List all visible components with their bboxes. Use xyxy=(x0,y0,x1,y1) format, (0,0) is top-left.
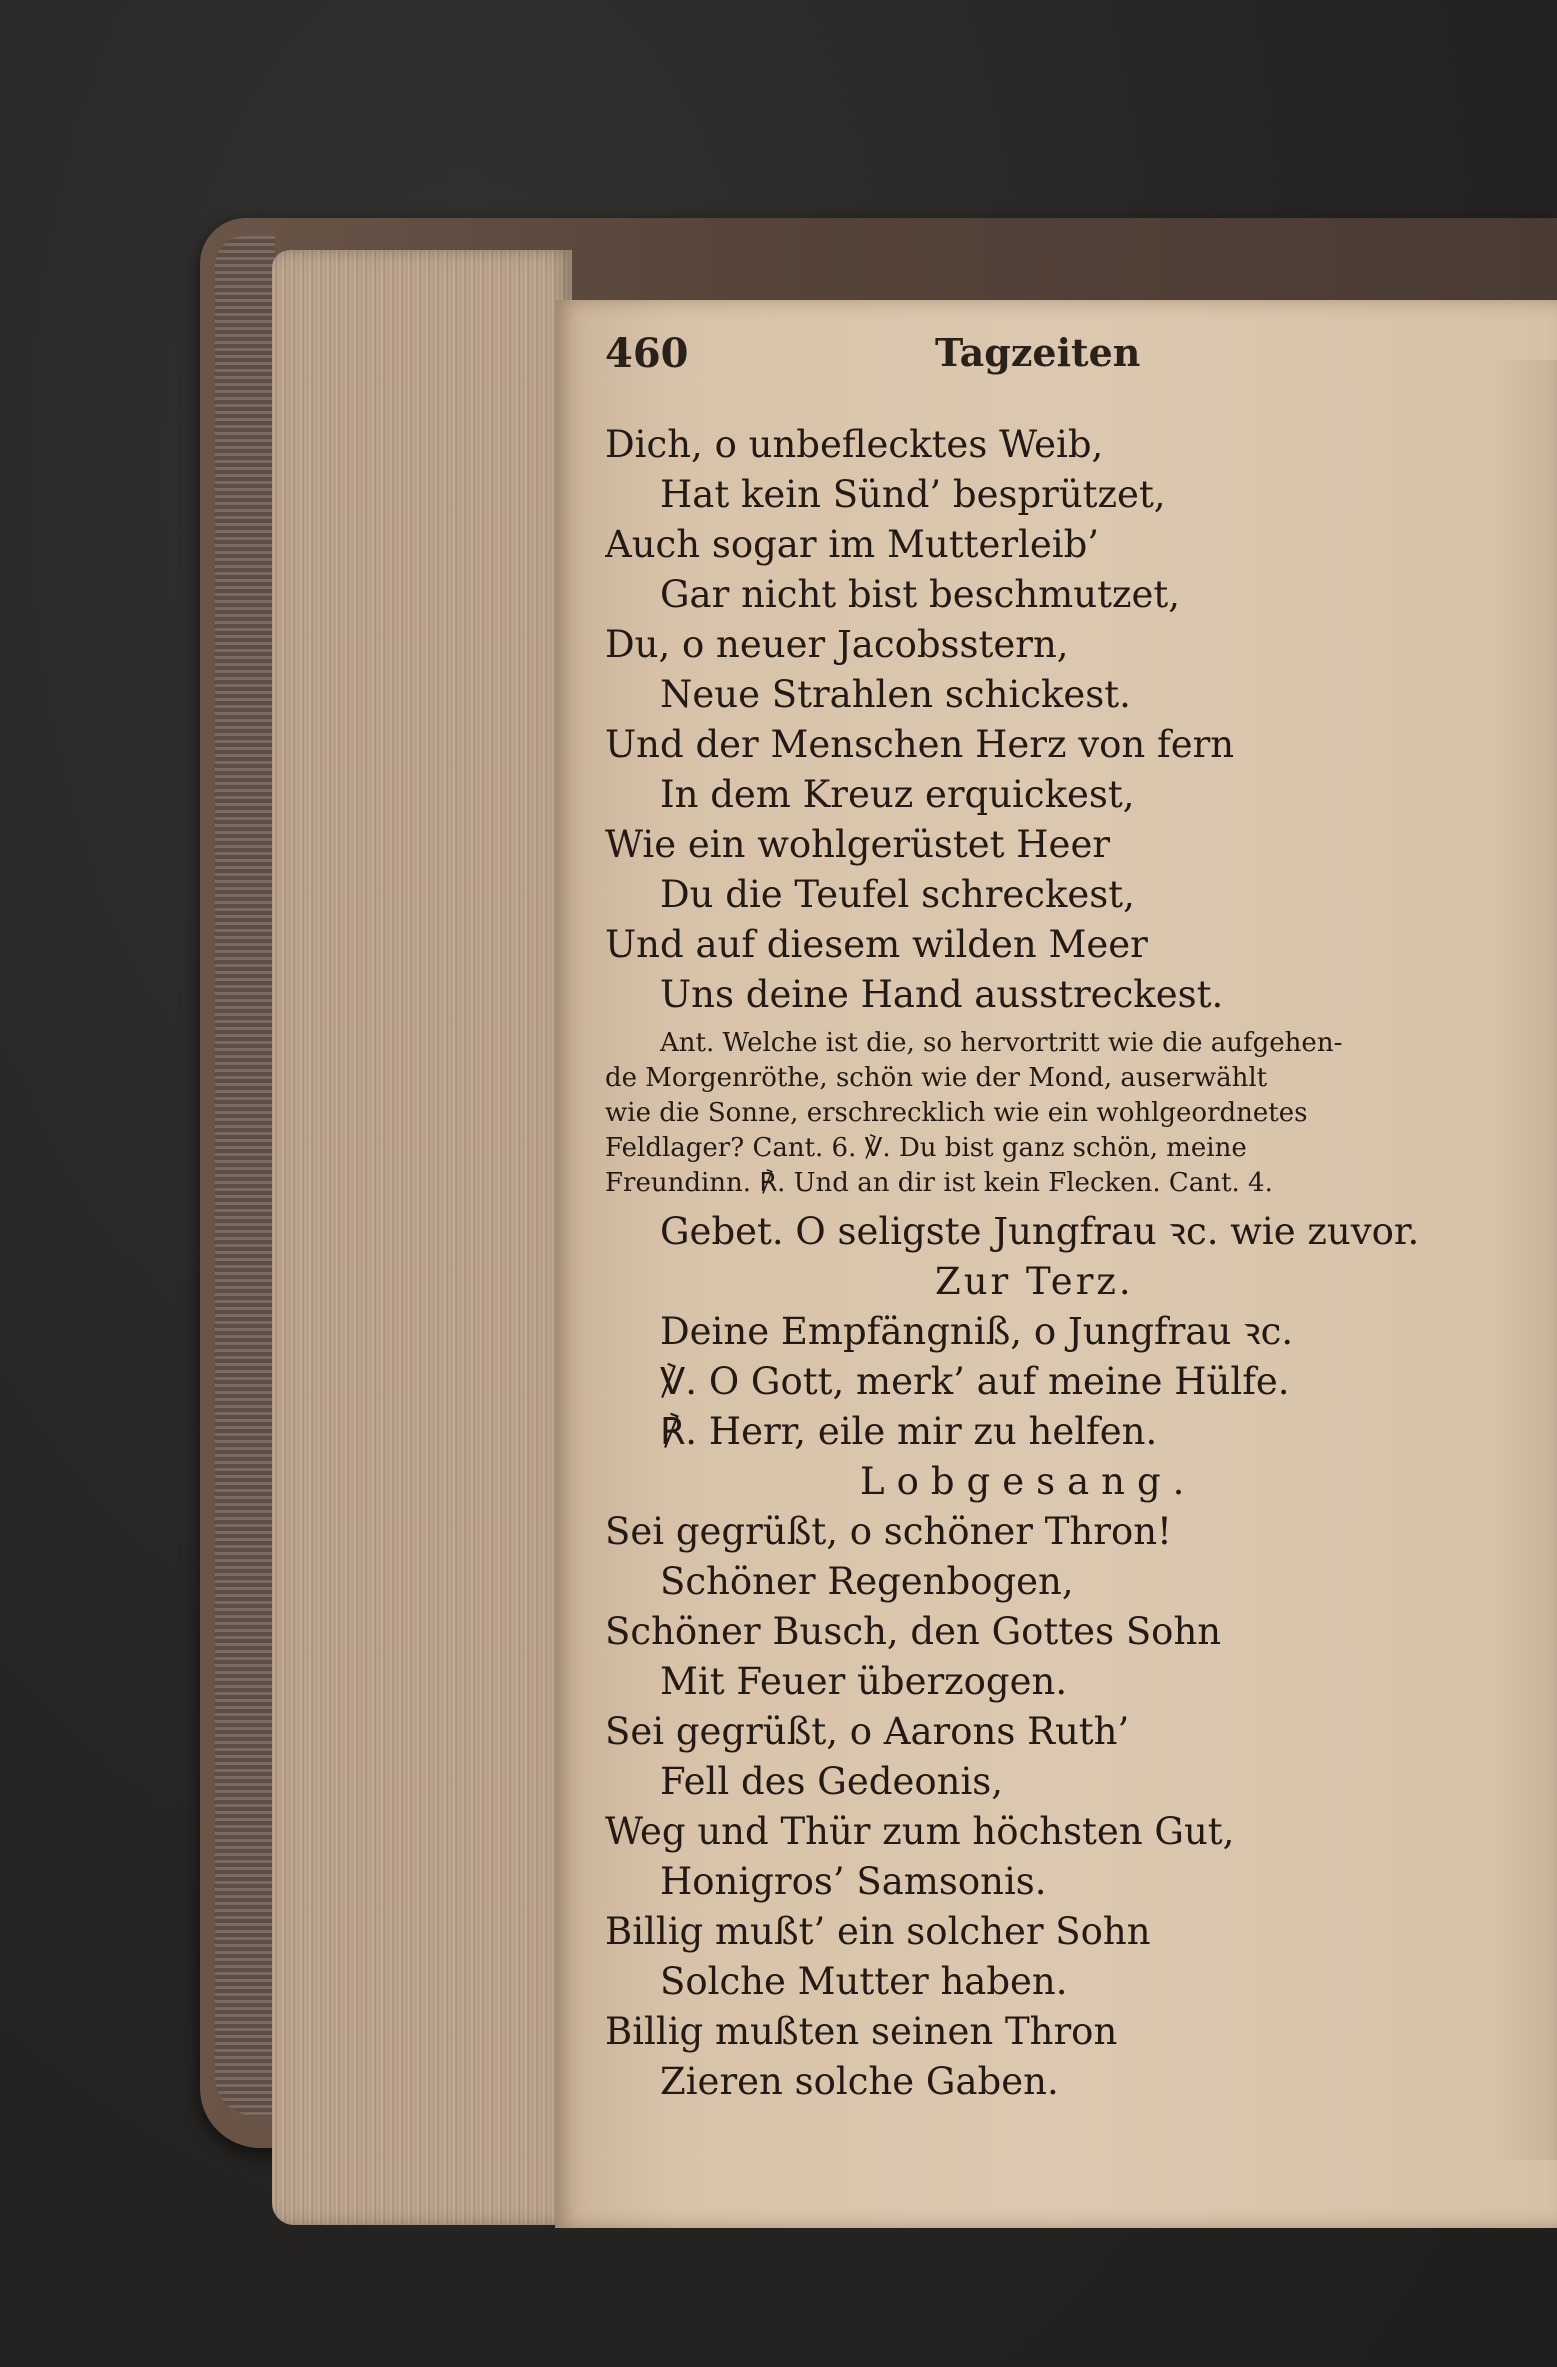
verse-line: Dich, o unbeflecktes Weib, xyxy=(605,423,1104,466)
running-head xyxy=(605,330,1505,390)
page-text xyxy=(605,420,1545,2107)
antiphon-line: Feldlager? Cant. 6. ℣. Du bist ganz schön, meine xyxy=(605,1133,1247,1163)
hymn-line: Solche Mutter haben. xyxy=(660,1960,1068,2003)
prayer-line: Gebet. O seligste Jungfrau ꝛc. wie zuvor. xyxy=(660,1210,1420,1253)
verse-line: Uns deine Hand ausstreckest. xyxy=(660,973,1224,1016)
hymn-line: Billig mußten seinen Thron xyxy=(605,2010,1118,2053)
antiphon-line: wie die Sonne, erschrecklich wie ein wohlgeordnetes xyxy=(605,1098,1308,1128)
hymn-line: Sei gegrüßt, o schöner Thron! xyxy=(605,1510,1172,1553)
antiphon-line: Ant. Welche ist die, so hervortritt wie die aufgehen- xyxy=(660,1028,1343,1058)
verse-line: Und der Menschen Herz von fern xyxy=(605,723,1235,766)
verse-line: Neue Strahlen schickest. xyxy=(660,673,1131,716)
hymn-line: Schöner Regenbogen, xyxy=(660,1560,1074,1603)
hymn-line: Schöner Busch, den Gottes Sohn xyxy=(605,1610,1222,1653)
hymn-line: Billig mußt’ ein solcher Sohn xyxy=(605,1910,1151,1953)
hymn-line: Zieren solche Gaben. xyxy=(660,2060,1059,2103)
section-heading-terz: Zur Terz. xyxy=(935,1260,1134,1303)
page-number: 460 xyxy=(605,330,689,377)
running-title: Tagzeiten xyxy=(935,330,1141,375)
hymn-line: Honigros’ Samsonis. xyxy=(660,1860,1047,1903)
hymn-line: Sei gegrüßt, o Aarons Ruth’ xyxy=(605,1710,1130,1753)
verse-line: Du die Teufel schreckest, xyxy=(660,873,1135,916)
verse-line: Gar nicht bist beschmutzet, xyxy=(660,573,1180,616)
antiphon-line: Freundinn. ℟. Und an dir ist kein Flecken. Cant. 4. xyxy=(605,1168,1273,1198)
terz-line: ℟. Herr, eile mir zu helfen. xyxy=(660,1410,1158,1453)
hymn-line: Fell des Gedeonis, xyxy=(660,1760,1004,1803)
terz-line: ℣. O Gott, merk’ auf meine Hülfe. xyxy=(660,1360,1290,1403)
verse-line: Du, o neuer Jacobsstern, xyxy=(605,623,1069,666)
section-heading-lobgesang: Lobgesang. xyxy=(860,1460,1197,1503)
verse-line: Auch sogar im Mutterleib’ xyxy=(605,523,1100,566)
hymn-line: Weg und Thür zum höchsten Gut, xyxy=(605,1810,1235,1853)
antiphon-line: de Morgenröthe, schön wie der Mond, auserwählt xyxy=(605,1063,1268,1093)
book-page xyxy=(555,300,1557,2228)
verse-line: Hat kein Sünd’ besprützet, xyxy=(660,473,1166,516)
hymn-line: Mit Feuer überzogen. xyxy=(660,1660,1068,1703)
terz-line: Deine Empfängniß, o Jungfrau ꝛc. xyxy=(660,1310,1294,1353)
verse-line: Und auf diesem wilden Meer xyxy=(605,923,1148,966)
book-spine-edge xyxy=(215,236,275,2116)
verse-line: In dem Kreuz erquickest, xyxy=(660,773,1135,816)
verse-line: Wie ein wohlgerüstet Heer xyxy=(605,823,1111,866)
page-fore-edge xyxy=(272,250,572,2225)
